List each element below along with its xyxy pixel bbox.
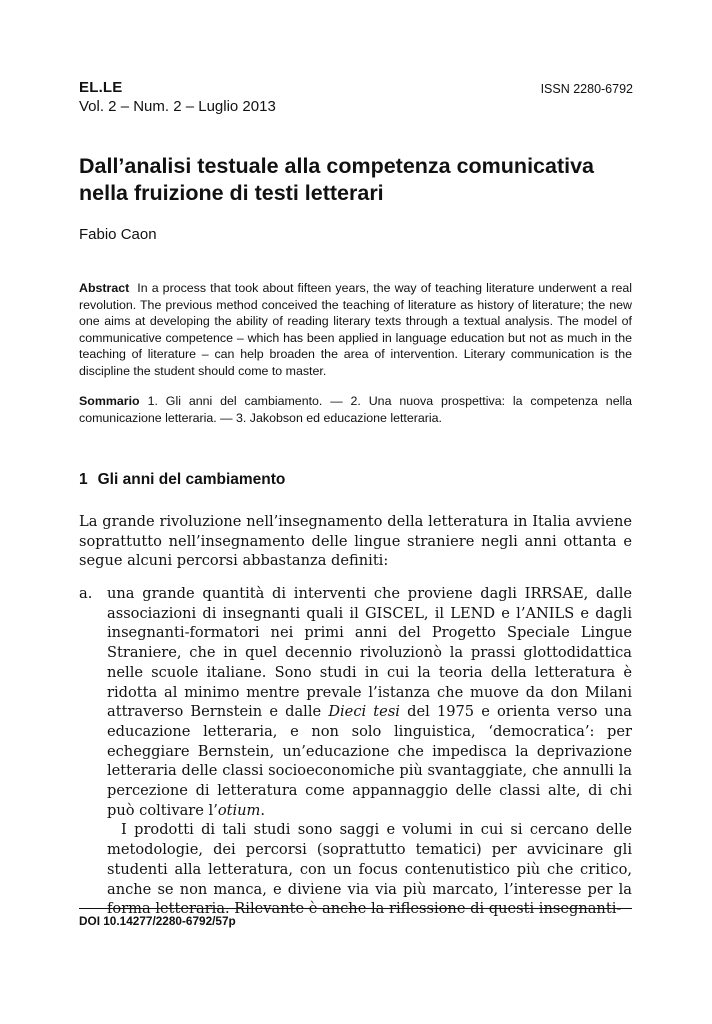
issn: ISSN 2280-6792	[540, 82, 633, 96]
abstract-label: Abstract	[79, 281, 130, 295]
list-item-paragraph-2: I prodotti di tali studi sono saggi e volumi in cui si cercano delle metodologie, dei percorsi (soprattutto tematici) per avvicinare gli studenti alla letteratura, con un focus contenutistico più che critico, anche se non manca, e diviene via via più marcato, l’interesse per la forma letteraria. Rilevante è anche la riflessione di questi insegnanti-	[107, 821, 632, 918]
footer-divider	[79, 908, 632, 909]
italic-term: otium	[217, 801, 261, 819]
section-heading	[79, 471, 285, 489]
paragraph-text: una grande quantità di interventi che proviene dagli IRRSAE, dalle associazioni di insegnanti quali il GISCEL, il LEND e l’ANILS e dagli insegnanti-formatori nei primi anni del Progetto Speciale Lingue Straniere, che in quel decennio rivoluzionò la prassi glottodidattica nelle scuole italiane. Sono studi in cui la teoria della letteratura è ridotta al minimo mentre prevale l’istanza che muove da don Milani attraverso Bernstein e dalle	[107, 585, 632, 721]
list-item-a	[79, 584, 632, 919]
journal-volume: Vol. 2 – Num. 2 – Luglio 2013	[79, 98, 276, 115]
abstract-text: In a process that took about fifteen years, the way of teaching literature underwent a real revolution. The previous method conceived the teaching of literature as history of literature; the new one aims at developing the ability of reading literary texts through a textual analysis. The model of communicative competence – which has been applied in language education but not as much in the teaching of literature – can help broaden the area of intervention. Literary communication is the discipline the student should come to master.	[79, 281, 632, 378]
doi: DOI 10.14277/2280-6792/57p	[79, 914, 236, 928]
paragraph-text: del 1975 e orienta verso una educazione letteraria, e non solo linguistica, ‘democratica’: per echeggiare Bernstein, un’educazione che impedisca la deprivazione letteraria delle classi socioeconomiche più svantaggiate, che annulli la percezione di letteratura come appannaggio delle classi alte, di chi può coltivare l’	[107, 703, 632, 819]
list-item-marker: a.	[79, 585, 93, 602]
list-item-paragraph-1	[107, 584, 632, 820]
italic-title: Dieci tesi	[328, 703, 400, 721]
paragraph-text: .	[260, 801, 266, 819]
abstract	[79, 280, 632, 379]
summary-label: Sommario	[79, 394, 140, 408]
article-author: Fabio Caon	[79, 226, 157, 243]
journal-name: EL.LE	[79, 79, 123, 96]
section-title: Gli anni del cambiamento	[97, 471, 286, 488]
summary-text: 1. Gli anni del cambiamento. — 2. Una nuova prospettiva: la competenza nella comunicazione letteraria. — 3. Jakobson ed educazione letteraria.	[79, 394, 632, 425]
intro-paragraph: La grande rivoluzione nell’insegnamento della letteratura in Italia avviene soprattutto nell’insegnamento delle lingue straniere negli anni ottanta e segue alcuni percorsi abbastanza definiti:	[79, 513, 632, 570]
summary	[79, 393, 632, 426]
section-number: 1	[79, 471, 88, 488]
article-title: Dall’analisi testuale alla competenza comunicativa nella fruizione di testi letterari	[79, 154, 595, 205]
